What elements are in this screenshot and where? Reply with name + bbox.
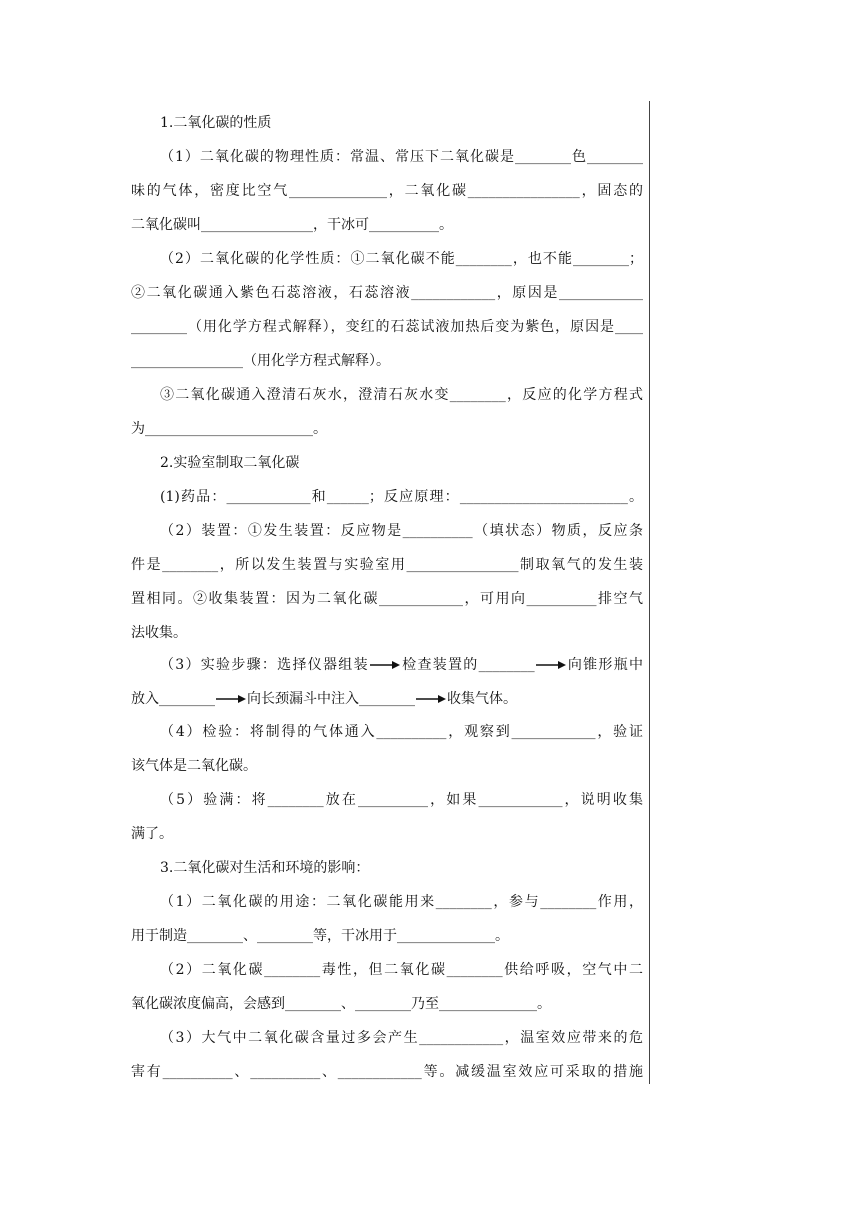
- s1-p2-line3: ________（用化学方程式解释），变红的石蕊试液加热后变为紫色，原因是____: [131, 319, 643, 335]
- right-arrow-icon: [370, 660, 400, 670]
- s2-p4-line1: （4）检验：将制得的气体通入__________，观察到____________，验证: [160, 724, 643, 740]
- s2-p3-line1: [160, 655, 643, 675]
- s2-p3-line2: [131, 689, 643, 709]
- s2-p3-part-c: 向锥形瓶中: [566, 657, 643, 673]
- s1-p3-line2: 为________________________。: [131, 421, 327, 437]
- right-arrow-icon: [416, 694, 446, 704]
- s3-p1-line1: （1）二氧化碳的用途：二氧化碳能用来________，参与________作用，: [160, 894, 643, 910]
- s2-p3-part-f: 收集气体。: [447, 691, 517, 707]
- s2-p5-line2: 满了。: [131, 826, 173, 842]
- s2-p5-line1: （5）验满：将________放在__________，如果____________，说明收集: [160, 792, 643, 808]
- section-3-title: 3.二氧化碳对生活和环境的影响：: [160, 860, 370, 876]
- s1-p1-line3: 二氧化碳叫________________，干冰可__________。: [131, 217, 453, 233]
- section-2-title: 2.实验室制取二氧化碳: [160, 455, 300, 471]
- s1-p1-line2: 味的气体，密度比空气______________，二氧化碳________________，固态的: [131, 183, 643, 199]
- section-1-title: 1.二氧化碳的性质: [160, 115, 272, 131]
- s2-p2-line4: 法收集。: [131, 625, 187, 641]
- s2-p3-part-d: 放入________: [131, 691, 215, 707]
- s2-p2-line3: 置相同。②收集装置：因为二氧化碳____________，可用向__________排空气: [131, 591, 643, 607]
- s3-p2-line2: 氧化碳浓度偏高，会感到________、________乃至______________。: [131, 996, 551, 1012]
- s1-p3-line1: ③二氧化碳通入澄清石灰水，澄清石灰水变________，反应的化学方程式: [160, 387, 643, 403]
- s3-p3-line2: 害有__________、__________、____________等。减缓温室效应可采取的措施: [131, 1064, 643, 1080]
- s2-p1-line1: (1)药品：____________和______；反应原理：________________________。: [160, 489, 643, 505]
- right-arrow-icon: [216, 694, 246, 704]
- s2-p2-line1: （2）装置：①发生装置：反应物是__________（填状态）物质，反应条: [160, 523, 643, 539]
- right-margin-line: [649, 101, 650, 1084]
- s1-p2-line2: ②二氧化碳通入紫色石蕊溶液，石蕊溶液____________，原因是____________: [131, 285, 643, 301]
- right-arrow-icon: [536, 660, 566, 670]
- s1-p1-line1: （1）二氧化碳的物理性质：常温、常压下二氧化碳是________色________: [160, 149, 643, 165]
- s1-p2-line4: ________________（用化学方程式解释）。: [131, 353, 390, 369]
- s2-p3-part-a: （3）实验步骤：选择仪器组装: [160, 657, 369, 673]
- s2-p3-part-e: 向长颈漏斗中注入________: [247, 691, 415, 707]
- s3-p2-line1: （2）二氧化碳________毒性，但二氧化碳________供给呼吸，空气中二: [160, 962, 643, 978]
- s1-p2-line1: （2）二氧化碳的化学性质：①二氧化碳不能________，也不能________；: [160, 251, 643, 267]
- s3-p1-line2: 用于制造________、________等，干冰用于______________。: [131, 928, 509, 944]
- s3-p3-line1: （3）大气中二氧化碳含量过多会产生____________，温室效应带来的危: [160, 1030, 643, 1046]
- s2-p3-part-b: 检查装置的________: [400, 657, 535, 673]
- s2-p4-line2: 该气体是二氧化碳。: [131, 758, 257, 774]
- s2-p2-line2: 件是________，所以发生装置与实验室用________________制取氧气的发生装: [131, 557, 643, 573]
